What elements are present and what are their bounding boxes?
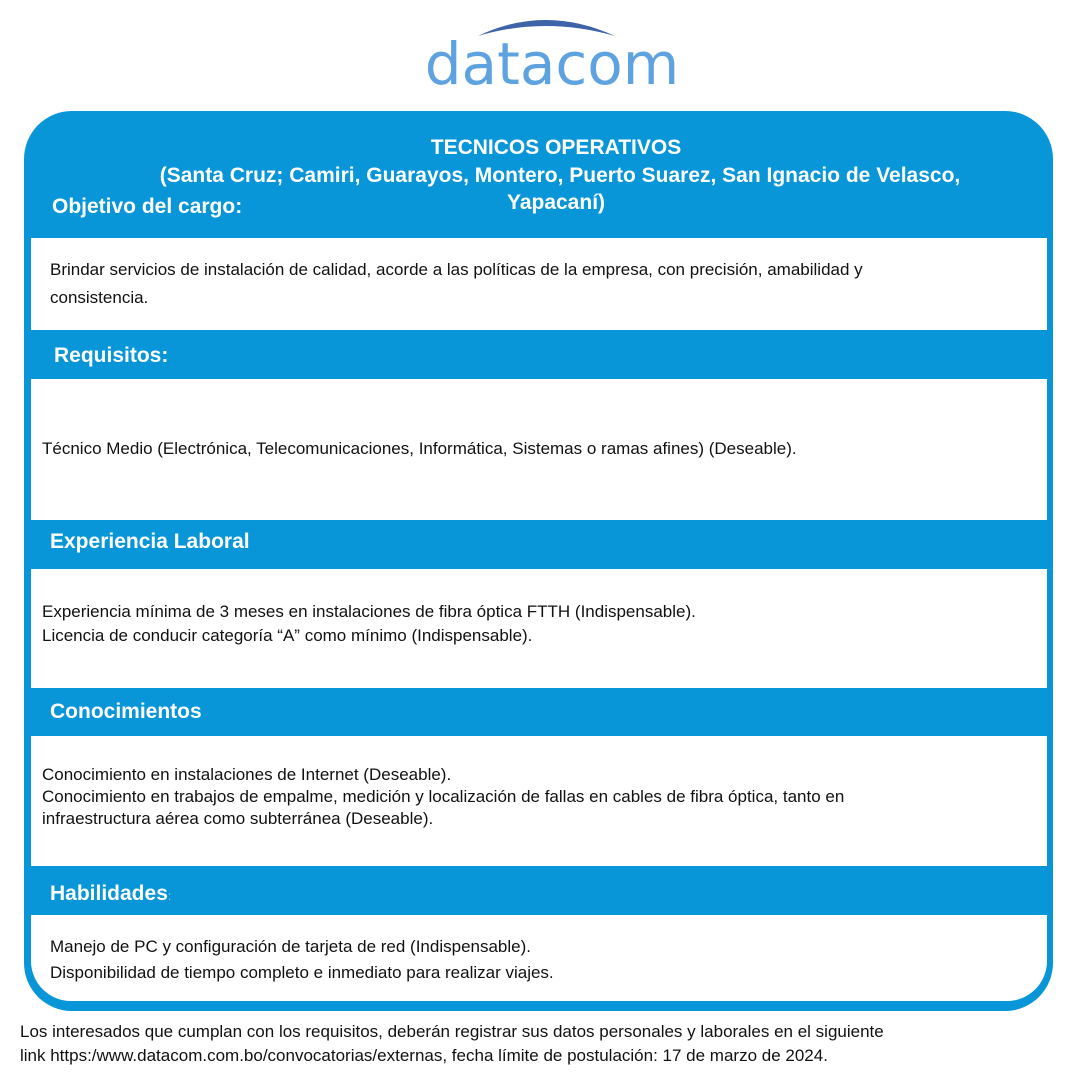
application-instructions: [20, 1020, 1070, 1068]
job-locations-line1: (Santa Cruz; Camiri, Guarayos, Montero, Puerto Suarez, San Ignacio de Velasco,: [159, 164, 961, 187]
experiencia-text: [42, 600, 696, 648]
conocimientos-line: infraestructura aérea como subterránea (Deseable).: [42, 809, 434, 828]
job-title: TECNICOS OPERATIVOS: [430, 136, 682, 159]
objetivo-line: consistencia.: [50, 288, 149, 307]
conocimientos-label: Conocimientos: [50, 700, 202, 723]
requisitos-label: Requisitos:: [54, 344, 169, 367]
conocimientos-line: Conocimiento en instalaciones de Internet (Deseable).: [42, 765, 452, 784]
objetivo-label: Objetivo del cargo:: [52, 195, 243, 218]
experiencia-line: Licencia de conducir categoría “A” como mínimo (Indispensable).: [42, 626, 533, 645]
footer-line: link https:/www.datacom.com.bo/convocatorias/externas, fecha límite de postulación: 17 de marzo de 2024.: [20, 1046, 828, 1065]
logo-wordmark: datacom: [424, 30, 680, 98]
experiencia-label: Experiencia Laboral: [50, 530, 250, 553]
habilidades-label-text: Habilidades: [50, 882, 168, 905]
habilidades-line: Manejo de PC y configuración de tarjeta de red (Indispensable).: [50, 937, 532, 956]
habilidades-line: Disponibilidad de tiempo completo e inmediato para realizar viajes.: [50, 963, 554, 982]
habilidades-label: [50, 882, 171, 906]
conocimientos-line: Conocimiento en trabajos de empalme, medición y localización de fallas en cables de fibra óptica, tanto en: [42, 787, 845, 806]
requisitos-line: Técnico Medio (Electrónica, Telecomunicaciones, Informática, Sistemas o ramas afines) (Deseable).: [42, 439, 797, 458]
footer-line: Los interesados que cumplan con los requisitos, deberán registrar sus datos personales y laborales en el siguiente: [20, 1022, 884, 1041]
objetivo-line: Brindar servicios de instalación de calidad, acorde a las políticas de la empresa, con precisión, amabilidad y: [50, 260, 863, 279]
datacom-logo: [0, 0, 1080, 110]
conocimientos-text: [42, 764, 844, 830]
habilidades-label-suffix: :: [167, 889, 172, 903]
habilidades-text: [50, 934, 554, 986]
requisitos-text: [42, 437, 797, 461]
job-locations-line2: Yapacaní): [506, 191, 606, 214]
objetivo-text: [50, 258, 863, 310]
experiencia-line: Experiencia mínima de 3 meses en instalaciones de fibra óptica FTTH (Indispensable).: [42, 602, 696, 621]
